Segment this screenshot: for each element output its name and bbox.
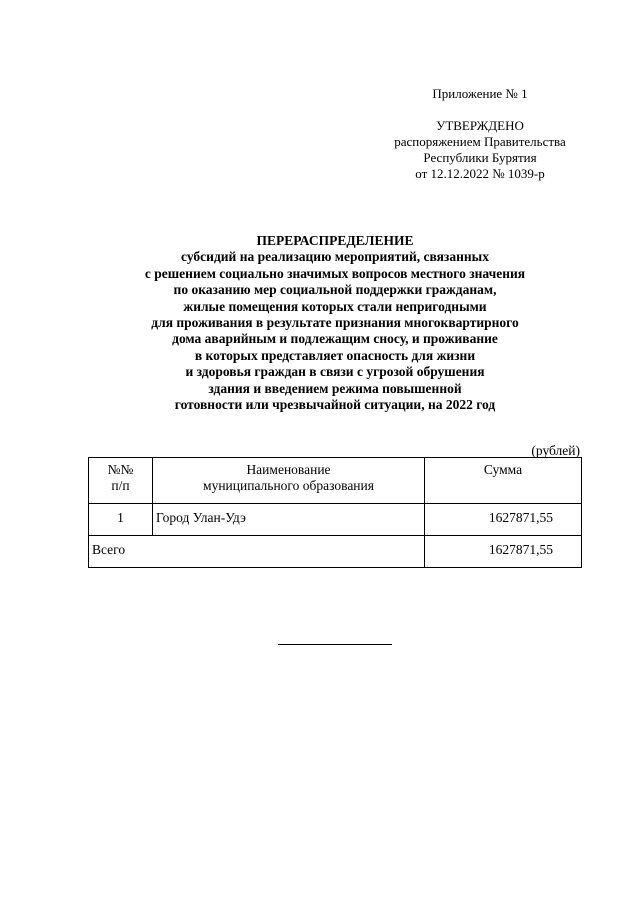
units-label: (рублей) [531,443,580,458]
closing-divider [278,644,392,645]
header-sum [425,458,582,504]
appendix-label: Приложение № 1 [432,86,528,101]
header-name [153,458,425,504]
title-line: и здоровья граждан в связи с угрозой обрушения [185,364,485,380]
row-number: 1 [89,504,153,536]
subsidy-table [88,457,582,568]
title-line: дома аварийным и подлежащим сносу, и проживание [172,331,498,347]
row-sum: 1627871,55 [425,504,582,536]
title-line: готовности или чрезвычайной ситуации, на 2022 год [174,397,496,413]
title-line: жилые помещения которых стали непригодными [183,298,487,314]
total-row [89,536,582,568]
title-line: по оказанию мер социальной поддержки гражданам, [173,282,497,298]
approval-line: УТВЕРЖДЕНО [436,118,524,133]
total-label: Всего [89,536,425,568]
title-line: в которых представляет опасность для жизни [194,347,476,363]
header-name-line1: Наименование [246,462,331,477]
title-line: ПЕРЕРАСПРЕДЕЛЕНИЕ [256,233,414,248]
title-line: с решением социально значимых вопросов местного значения [144,265,526,281]
table-header-row [89,458,582,504]
title-line: для проживания в результате признания многоквартирного [151,315,519,331]
document-title [80,233,590,413]
approval-line: Республики Бурятия [423,150,537,165]
header-number [89,458,153,504]
title-line: здания и введением режима повышенной [208,380,462,396]
approval-block [380,118,580,182]
table-row [89,504,582,536]
header-sum-label: Сумма [483,462,523,477]
header-number-line1: №№ [107,462,134,477]
approval-line: от 12.12.2022 № 1039-р [415,166,545,181]
row-municipality: Город Улан-Удэ [153,504,425,536]
header-number-line2: п/п [111,478,130,493]
approval-line: распоряжением Правительства [394,134,566,149]
total-sum: 1627871,55 [425,536,582,568]
header-name-line2: муниципального образования [203,478,374,493]
title-line: субсидий на реализацию мероприятий, связанных [181,249,489,265]
